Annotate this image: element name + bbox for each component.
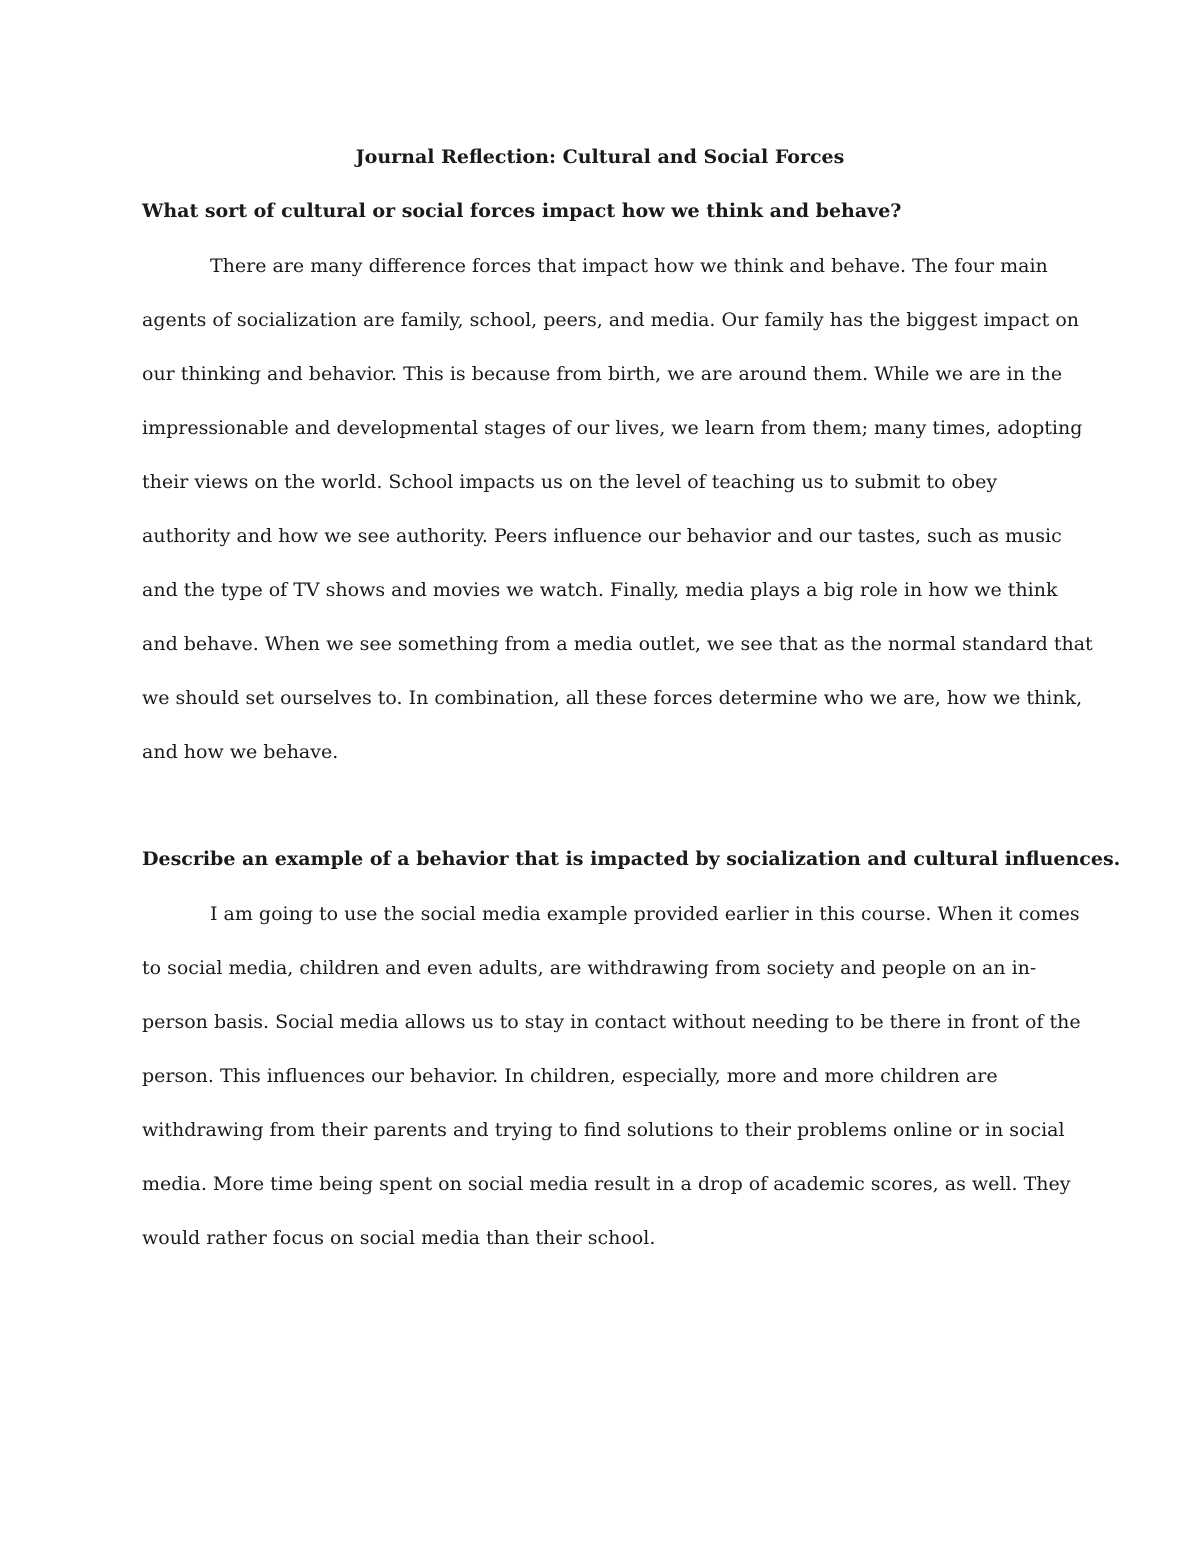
- paragraph-line: would rather focus on social media than their school.: [142, 1227, 656, 1249]
- paragraph-line: their views on the world. School impacts us on the level of teaching us to submit to obey: [142, 471, 998, 493]
- paragraph-line: person basis. Social media allows us to stay in contact without needing to be there in front of the: [142, 1011, 1081, 1033]
- paragraph-line: to social media, children and even adults, are withdrawing from society and people on an in-: [142, 957, 1037, 979]
- answer-paragraph-1: [142, 252, 1093, 792]
- paragraph-line: we should set ourselves to. In combination, all these forces determine who we are, how we think,: [142, 687, 1083, 709]
- question-heading-1: What sort of cultural or social forces impact how we think and behave?: [142, 200, 902, 222]
- question-heading-2: Describe an example of a behavior that is impacted by socialization and cultural influences.: [142, 848, 1121, 870]
- paragraph-line: and how we behave.: [142, 741, 339, 763]
- paragraph-line: impressionable and developmental stages of our lives, we learn from them; many times, adopting: [142, 417, 1083, 439]
- paragraph-line: and the type of TV shows and movies we watch. Finally, media plays a big role in how we think: [142, 579, 1058, 601]
- paragraph-line: There are many difference forces that impact how we think and behave. The four main: [210, 255, 1048, 277]
- paragraph-line: media. More time being spent on social media result in a drop of academic scores, as well. They: [142, 1173, 1071, 1195]
- paragraph-line: authority and how we see authority. Peers influence our behavior and our tastes, such as music: [142, 525, 1062, 547]
- paragraph-line: agents of socialization are family, school, peers, and media. Our family has the biggest impact on: [142, 309, 1080, 331]
- document-title: Journal Reflection: Cultural and Social Forces: [355, 146, 845, 168]
- paragraph-line: our thinking and behavior. This is because from birth, we are around them. While we are in the: [142, 363, 1063, 385]
- paragraph-line: person. This influences our behavior. In children, especially, more and more children are: [142, 1065, 998, 1087]
- paragraph-line: and behave. When we see something from a media outlet, we see that as the normal standard that: [142, 633, 1093, 655]
- paragraph-line: I am going to use the social media example provided earlier in this course. When it comes: [210, 903, 1080, 925]
- paragraph-line: withdrawing from their parents and trying to find solutions to their problems online or in social: [142, 1119, 1065, 1141]
- answer-paragraph-2: [142, 900, 1082, 1278]
